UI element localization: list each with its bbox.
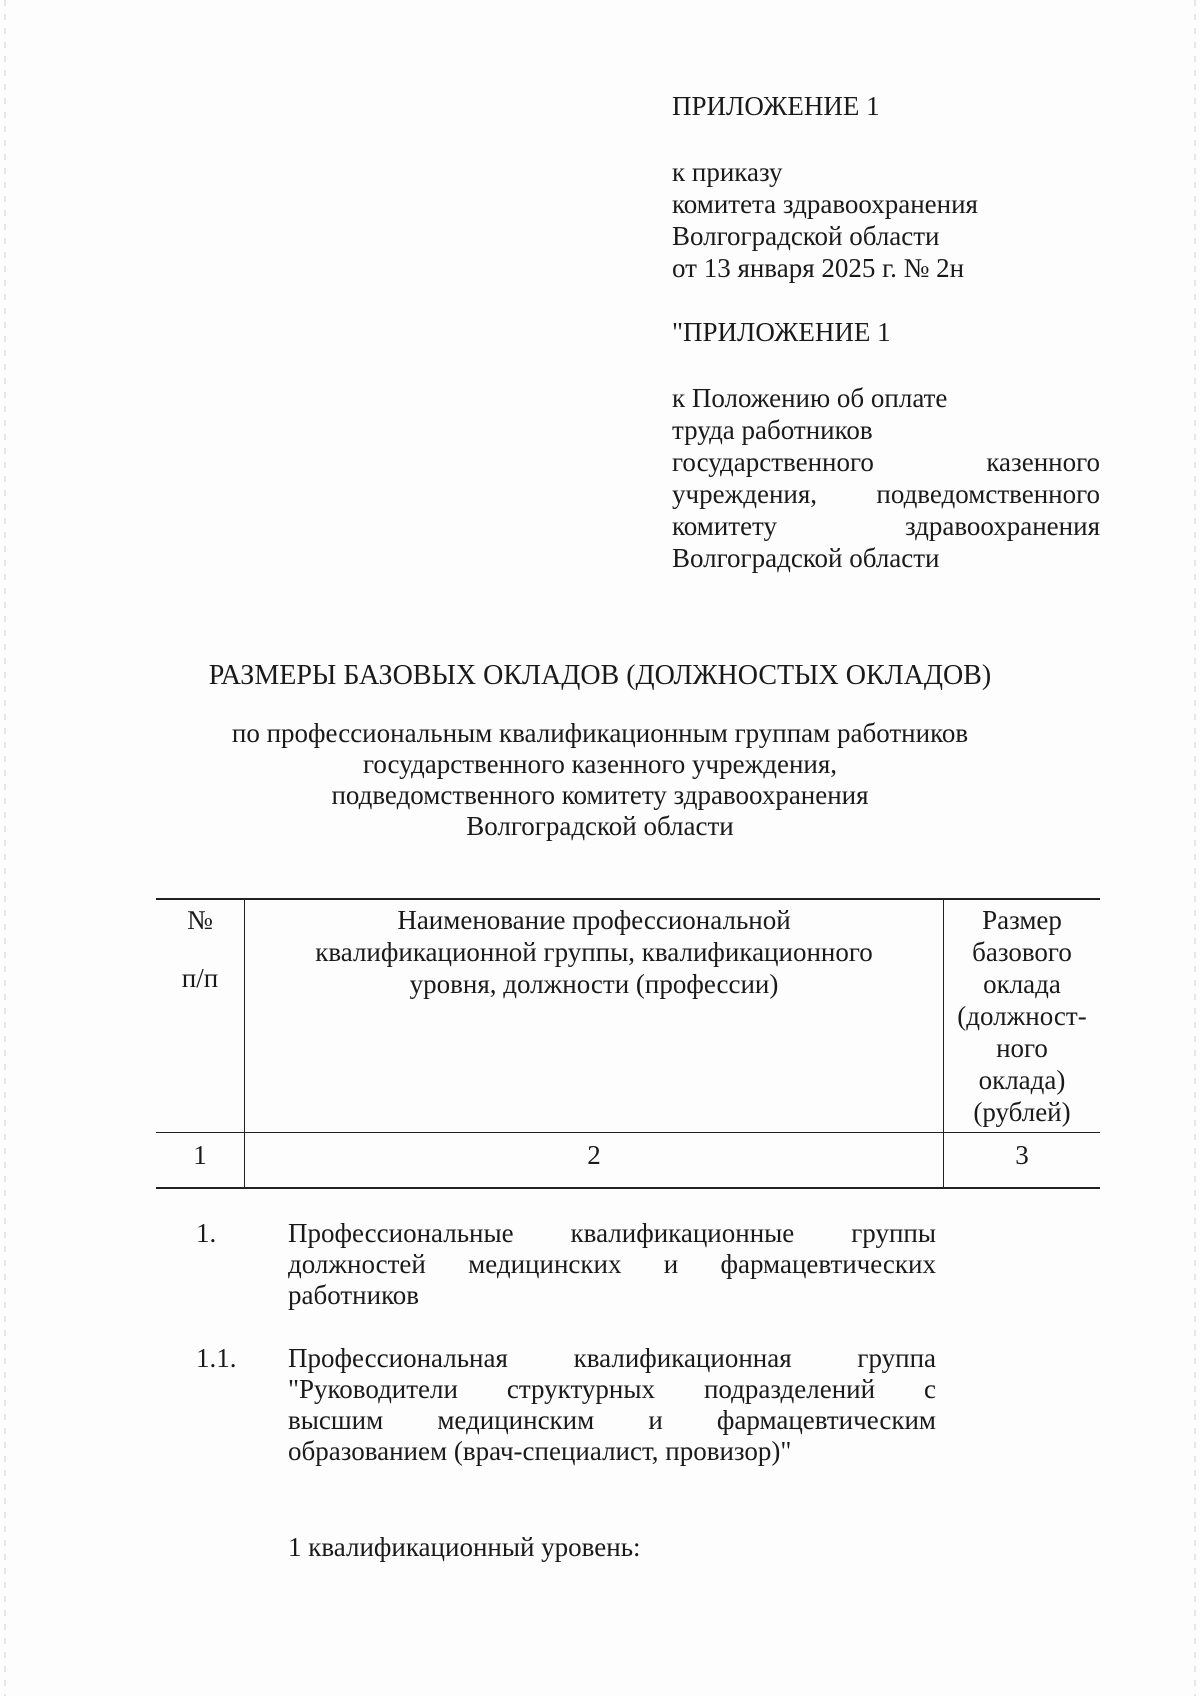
annex-line: труда работников (672, 415, 873, 445)
section-text (288, 1218, 936, 1311)
annex-line: к Положению об оплате (672, 383, 948, 413)
subtitle-line: государственного казенного учреждения, (362, 749, 838, 779)
column-number: 1 (156, 1133, 245, 1189)
approval-title: ПРИЛОЖЕНИЕ 1 (672, 91, 880, 121)
header-salary-line: оклада (983, 969, 1061, 999)
section-line: "Руководители структурных подразделений с (288, 1374, 936, 1404)
header-salary-line: (рублей) (973, 1097, 1071, 1127)
header-name (245, 899, 944, 1133)
approval-line: комитета здравоохранения (672, 189, 978, 219)
header-name-line: квалификационной группы, квалификационного (315, 937, 873, 967)
annex-line: комитету здравоохранения (672, 511, 1100, 541)
header-number-sign: № (187, 905, 213, 935)
section-line: Профессиональная квалификационная группа (288, 1343, 936, 1373)
annex-line: государственного казенного (672, 447, 1100, 477)
document-title: РАЗМЕРЫ БАЗОВЫХ ОКЛАДОВ (ДОЛЖНОСТЫХ ОКЛАДОВ) (208, 660, 992, 691)
annex-line: учреждения, подведомственного (672, 479, 1100, 509)
subtitle-line: подведомственного комитету здравоохранения (331, 780, 869, 810)
subtitle-line: Волгоградской области (466, 811, 734, 841)
header-name-line: Наименование профессиональной (397, 905, 791, 935)
header-salary-line: (должност- (957, 1001, 1087, 1031)
header-salary-line: базового (972, 937, 1072, 967)
header-salary-line: ного (996, 1033, 1048, 1063)
section-text (288, 1343, 936, 1467)
subtitle-line: по профессиональным квалификационным группам работников (231, 718, 969, 748)
approval-line: Волгоградской области (672, 221, 940, 251)
approval-line: к приказу (672, 157, 783, 187)
column-number: 2 (245, 1133, 944, 1189)
table-column-numbers-row (156, 1133, 1100, 1189)
header-name-line: уровня, должности (профессии) (409, 969, 779, 999)
section-line: Профессиональные квалификационные группы (288, 1218, 936, 1248)
header-pp: п/п (181, 963, 219, 993)
section-line: должностей медицинских и фармацевтических (288, 1249, 936, 1279)
header-salary-line: Размер (982, 905, 1062, 935)
column-number: 3 (944, 1133, 1101, 1189)
section-number: 1.1. (196, 1343, 237, 1373)
table-header-row (156, 899, 1100, 1133)
document-subtitle (100, 718, 1100, 842)
section-item (196, 1343, 936, 1467)
approval-line: от 13 января 2025 г. № 2н (672, 253, 965, 283)
annex-title: "ПРИЛОЖЕНИЕ 1 (672, 317, 891, 347)
section-item (196, 1218, 936, 1311)
scan-edge-right (1194, 0, 1196, 1696)
approval-block (672, 90, 1100, 574)
header-number (156, 899, 245, 1133)
scan-edge-left (4, 0, 6, 1696)
header-salary (944, 899, 1101, 1133)
qualification-level-label: 1 квалификационный уровень: (288, 1532, 641, 1562)
salary-table (156, 898, 1100, 1189)
section-line: образованием (врач-специалист, провизор)" (288, 1436, 792, 1466)
section-number: 1. (196, 1218, 217, 1248)
header-salary-line: оклада) (978, 1065, 1066, 1095)
annex-line: Волгоградской области (672, 543, 940, 573)
section-line: высшим медицинским и фармацевтическим (288, 1405, 936, 1435)
section-line: работников (288, 1280, 420, 1310)
